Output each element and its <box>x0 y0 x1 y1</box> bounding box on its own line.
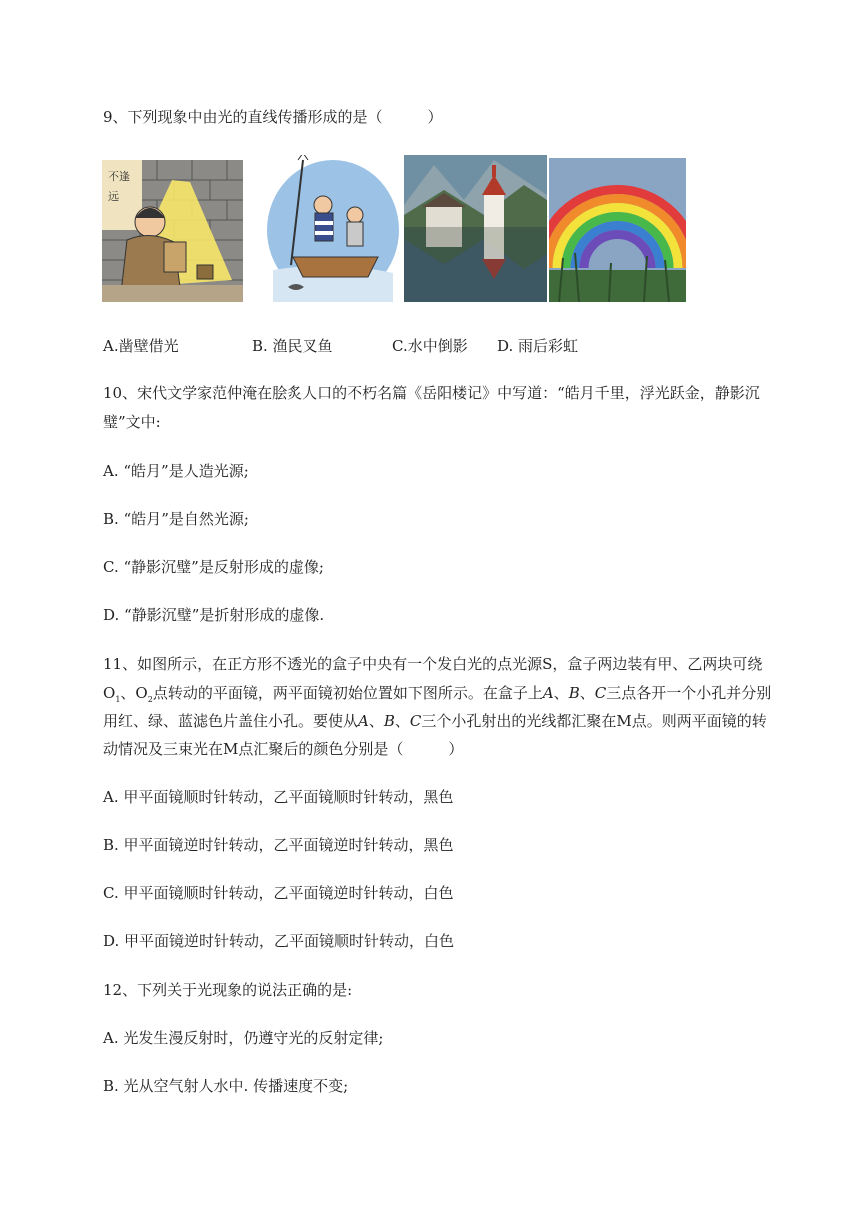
reflection-image <box>404 155 547 302</box>
q10-option-a: A. “皓月”是人造光源; <box>103 462 249 480</box>
q11-stem-line1: 11、如图所示，在正方形不透光的盒子中央有一个发白光的点光源S，盒子两边装有甲、乙两块可绕 <box>103 655 763 673</box>
q9-stem: 9、下列现象中由光的直线传播形成的是（ ） <box>103 108 443 126</box>
q12-option-b: B. 光从空气射人水中. 传播速度不变; <box>103 1077 349 1095</box>
q11-stem-line4: 动情况及三束光在M点汇聚后的颜色分别是（ ） <box>103 740 464 758</box>
q10-option-b: B. “皓月”是自然光源; <box>103 510 249 528</box>
q11-stem-line3: 用红、绿、蓝滤色片盖住小孔。要使从A、B、C三个小孔射出的光线都汇聚在M点。则两平面镜的转 <box>103 712 767 730</box>
rainbow-image <box>549 158 686 302</box>
wall-light-image <box>102 160 243 302</box>
q12-option-a: A. 光发生漫反射时，仍遵守光的反射定律; <box>103 1029 384 1047</box>
q10-option-d: D. “静影沉璧”是折射形成的虚像. <box>103 606 325 624</box>
q9-option-c: C.水中倒影 <box>392 337 468 355</box>
q10-stem-line1: 10、宋代文学家范仲淹在脍炙人口的不朽名篇《岳阳楼记》中写道：“皓月千里，浮光跃金，静影沉 <box>103 384 760 402</box>
q12-stem: 12、下列关于光现象的说法正确的是: <box>103 981 353 999</box>
q11-option-c: C. 甲平面镜顺时针转动，乙平面镜逆时针转动，白色 <box>103 884 454 902</box>
q11-stem-line2: $O_1$、$O_2$点转动的平面镜，两平面镜初始位置如下图所示。在盒子上A、B、C三点各开一个小孔并分别 <box>103 684 772 704</box>
q11-option-a: A. 甲平面镜顺时针转动，乙平面镜顺时针转动，黑色 <box>103 788 454 806</box>
q11-option-d: D. 甲平面镜逆时针转动，乙平面镜顺时针转动，白色 <box>103 932 455 950</box>
q9-option-d: D. 雨后彩虹 <box>497 337 579 355</box>
q10-option-c: C. “静影沉璧”是反射形成的虚像; <box>103 558 324 576</box>
svg-text:不逢: 不逢 <box>108 170 130 183</box>
svg-text:远: 远 <box>108 190 119 203</box>
q11-option-b: B. 甲平面镜逆时针转动，乙平面镜逆时针转动，黑色 <box>103 836 454 854</box>
fisherman-image <box>263 155 400 302</box>
q9-option-b: B. 渔民叉鱼 <box>252 337 333 355</box>
q9-option-a: A.凿壁借光 <box>103 337 179 355</box>
q10-stem-line2: 璧”文中: <box>103 413 161 431</box>
